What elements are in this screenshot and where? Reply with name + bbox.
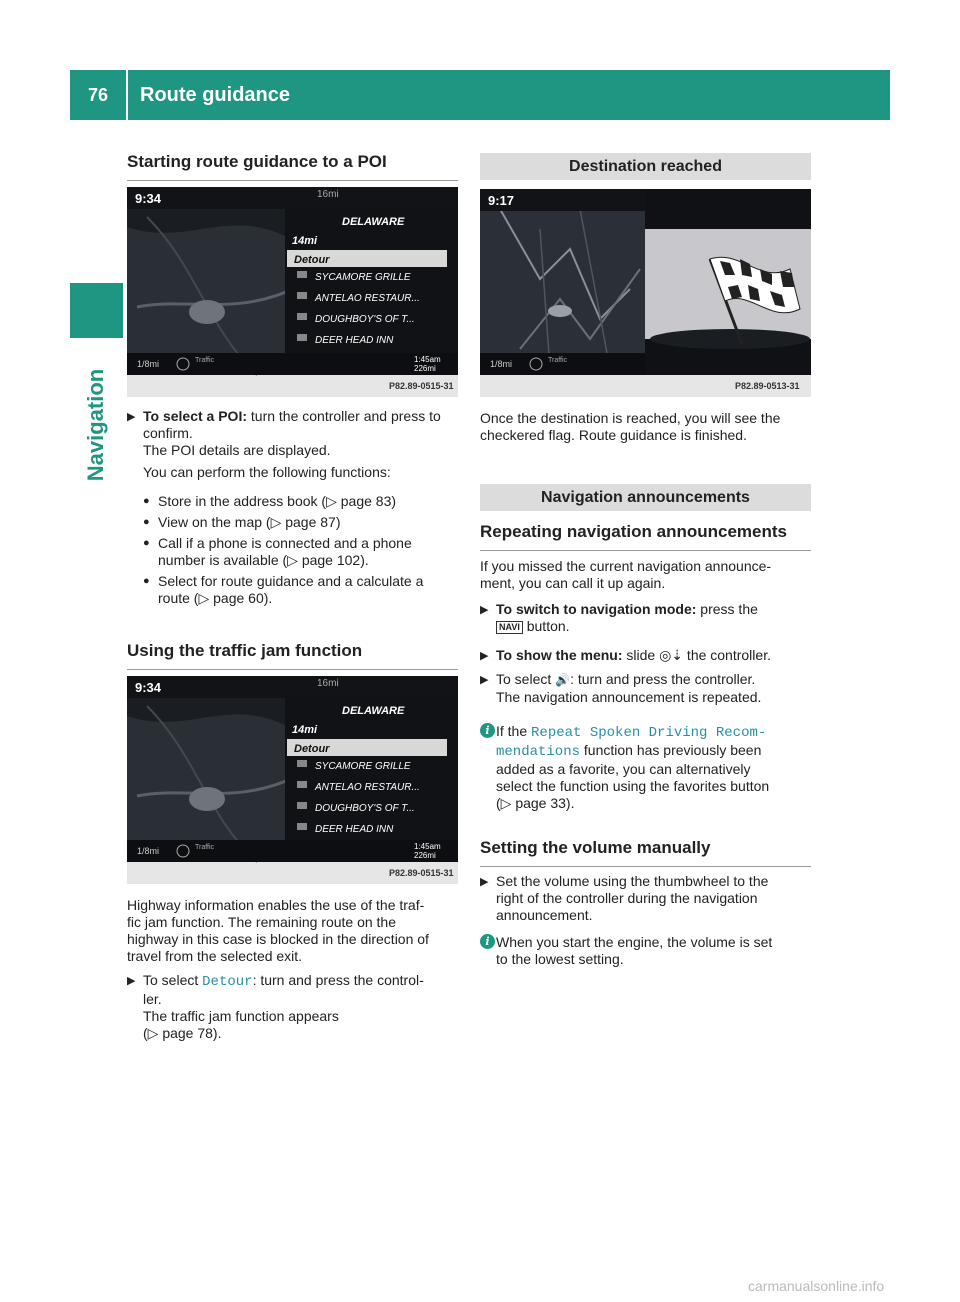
screen3-traffic: Traffic bbox=[548, 357, 568, 364]
screen1-detour: Detour bbox=[294, 254, 330, 266]
screen3-code: P82.89-0513-31 bbox=[735, 381, 800, 391]
traffic-paragraph: Highway information enables the use of the traf- fic jam function. The remaining route on the highway in this case is blocked in the direction of travel from the selected exit. bbox=[127, 897, 429, 964]
screenshot-poi-list bbox=[127, 187, 458, 397]
header-divider bbox=[126, 70, 128, 120]
screenshot-traffic-jam bbox=[127, 676, 458, 884]
step-show-menu: ▶ To show the menu: slide ◎⇣ the controller. bbox=[480, 647, 771, 663]
list-item: ● View on the map (▷ page 87) bbox=[143, 514, 341, 530]
screen1-traffic: Traffic bbox=[195, 357, 215, 364]
screen3-scale: 1/8mi bbox=[490, 359, 513, 369]
screen1-poi-2: ANTELAO RESTAUR... bbox=[315, 293, 420, 304]
screen2-scale: 1/8mi bbox=[137, 846, 160, 856]
info-note-volume: i When you start the engine, the volume is set to the lowest setting. bbox=[480, 934, 815, 968]
screen2-code: P82.89-0515-31 bbox=[389, 868, 454, 878]
navi-key-icon: NAVI bbox=[496, 621, 523, 634]
watermark: carmanualsonline.info bbox=[748, 1278, 885, 1294]
function-list bbox=[143, 493, 459, 607]
screen1-poi-4: DEER HEAD INN bbox=[315, 335, 394, 346]
section-bar-destination: Destination reached bbox=[480, 153, 811, 180]
screen1-code: P82.89-0515-31 bbox=[389, 381, 454, 391]
screen2-distance-top: 16mi bbox=[317, 678, 339, 689]
step-arrow-icon: ▶ bbox=[127, 975, 136, 987]
screen2-road: DELAWARE bbox=[342, 705, 405, 717]
screen2-time: 9:34 bbox=[135, 680, 162, 695]
step-arrow-icon: ▶ bbox=[480, 876, 489, 888]
page-number: 76 bbox=[87, 84, 109, 105]
step-arrow-icon: ▶ bbox=[480, 650, 489, 662]
section-heading-repeat: Repeating navigation announcements bbox=[480, 522, 811, 551]
info-note-favorites: i If the Repeat Spoken Driving Recom‐ mendations function has previously been added as a favorite, you can alternatively select the function using the favorites button (▷ page 33). bbox=[480, 723, 815, 812]
screen1-eta-dist: 226mi bbox=[414, 364, 436, 373]
section-bar-announcements: Navigation announcements bbox=[480, 484, 811, 511]
step-arrow-icon: ▶ bbox=[480, 674, 489, 686]
screen1-road: DELAWARE bbox=[342, 216, 405, 228]
screen1-poi-3: DOUGHBOY'S OF T... bbox=[315, 314, 415, 325]
screen2-poi-1: SYCAMORE GRILLE bbox=[315, 761, 411, 772]
sidebar-marker bbox=[70, 283, 123, 338]
screen1-poi-1: SYCAMORE GRILLE bbox=[315, 272, 411, 283]
info-icon: i bbox=[480, 723, 495, 738]
section-heading-poi: Starting route guidance to a POI bbox=[127, 152, 458, 181]
section-heading-traffic: Using the traffic jam function bbox=[127, 641, 458, 670]
repeat-announcement-icon: 🔊 bbox=[555, 673, 571, 687]
list-item: ● Select for route guidance and a calculate a route (▷ page 60). bbox=[143, 573, 424, 606]
screenshot-destination bbox=[480, 189, 811, 397]
step-set-volume: ▶ Set the volume using the thumbwheel to the right of the controller during the navigation announcement. bbox=[480, 873, 769, 923]
screen1-eta: 1:45am bbox=[414, 355, 441, 364]
step-select-repeat: ▶ To select 🔊: turn and press the controller. The navigation announcement is repeated. bbox=[480, 671, 762, 705]
screen1-time: 9:34 bbox=[135, 191, 162, 206]
destination-paragraph: Once the destination is reached, you will see the checkered flag. Route guidance is finished. bbox=[480, 410, 781, 443]
repeat-paragraph: If you missed the current navigation announce- ment, you can call it up again. bbox=[480, 558, 772, 591]
list-item: ● Store in the address book (▷ page 83) bbox=[143, 493, 397, 509]
step-arrow-icon: ▶ bbox=[480, 604, 489, 616]
screen2-poi-3: DOUGHBOY'S OF T... bbox=[315, 803, 415, 814]
step-select-detour: ▶ To select Detour: turn and press the control- ler. The traffic jam function appears (▷ page 78). bbox=[127, 972, 424, 1041]
sidebar-label: Navigation bbox=[83, 368, 108, 482]
screen2-miles: 14mi bbox=[292, 724, 318, 736]
screen2-poi-4: DEER HEAD INN bbox=[315, 824, 394, 835]
info-icon: i bbox=[480, 934, 495, 949]
screen2-poi-2: ANTELAO RESTAUR... bbox=[315, 782, 420, 793]
screen1-miles: 14mi bbox=[292, 235, 318, 247]
screen2-eta-dist: 226mi bbox=[414, 851, 436, 860]
list-item: ● Call if a phone is connected and a phone number is available (▷ page 102). bbox=[143, 535, 412, 568]
screen3-time: 9:17 bbox=[488, 193, 515, 208]
screen2-detour: Detour bbox=[294, 743, 330, 755]
step-arrow-icon: ▶ bbox=[127, 411, 136, 423]
page-title: Route guidance bbox=[140, 84, 291, 106]
step-select-poi: ▶ To select a POI: turn the controller and press to confirm. The POI details are displayed. You can perform the following functions: bbox=[127, 408, 441, 480]
screen1-distance-top: 16mi bbox=[317, 189, 339, 200]
screen2-traffic: Traffic bbox=[195, 844, 215, 851]
screen2-eta: 1:45am bbox=[414, 842, 441, 851]
screen1-scale: 1/8mi bbox=[137, 359, 160, 369]
step-navi-mode: ▶ To switch to navigation mode: press the NAVI button. bbox=[480, 601, 758, 634]
section-heading-volume: Setting the volume manually bbox=[480, 838, 811, 867]
